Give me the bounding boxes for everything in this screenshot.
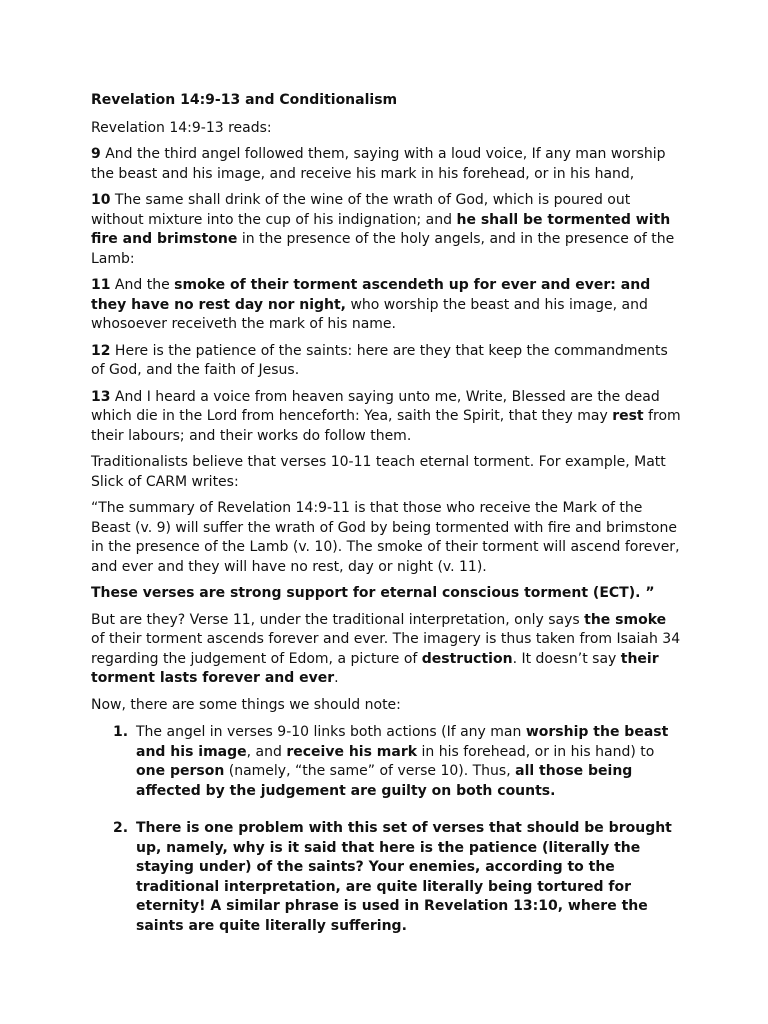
note-marker: 2. <box>113 820 129 836</box>
note-item: 2. There is one problem with this set of verses that should be brought up, namely, why is it said that here is the patience (literally the staying under) of the saints? Your enemies, according to the traditional interpretation, are quite literally being tortured for eternity! A similar phrase is used in Revelation 13:10, where the saints are quite literally suffering. <box>113 820 672 934</box>
verse-text: in the presence of the holy angels, and in the presence of the Lamb: <box>91 231 675 267</box>
verse-list <box>91 145 681 446</box>
verse-text: The same shall drink of the wine of the wrath of God, which is poured out without mixture into the cup of his indignation; and <box>91 192 631 228</box>
rebuttal-paragraph: But are they? Verse 11, under the traditional interpretation, only says the smoke of their torment ascends forever and ever. The imagery is thus taken from Isaiah 34 regarding the judgement of Edom, a picture of destruction. It doesn’t say their torment lasts forever and ever. <box>91 611 681 686</box>
verse-number: 12 <box>91 342 111 359</box>
verse-text: And the third angel followed them, saying with a loud voice, If any man worship the beast and his image, and receive his mark in his forehead, or in his hand, <box>91 146 666 182</box>
verse <box>91 388 681 447</box>
verse-number: 10 <box>91 192 111 208</box>
document-body <box>91 91 681 954</box>
verse <box>91 342 681 381</box>
verse-text: And the <box>110 277 175 293</box>
verse-text: Here is the patience of the saints: here are they that keep the commandments of God, and the faith of Jesus. <box>91 342 668 378</box>
verse <box>91 145 681 184</box>
carm-quote: “The summary of Revelation 14:9-11 is that those who receive the Mark of the Beast (v. 9) will suffer the wrath of God by being tormented with fire and brimstone in the presence of the Lamb (v. 10). The smoke of their torment will ascend forever, and ever and they will have no rest, day or night (v. 11). <box>91 500 680 575</box>
verse <box>91 191 681 269</box>
note-item: 1. The angel in verses 9-10 links both actions (If any man worship the beast and his image, and receive his mark in his forehead, or in his hand) to one person (namely, “the same” of verse 10). Thus, all those being affected by the judgement are guilty on both counts. <box>113 724 669 799</box>
notes-intro: Now, there are some things we should note: <box>91 696 401 713</box>
verse-text: who worship the beast and his image, and whosoever receiveth the mark of his name. <box>91 296 648 332</box>
verse-text-bold: smoke of their torment ascendeth up for ever and ever: and they have no rest day nor night, <box>91 277 651 313</box>
carm-quote-conclusion: These verses are strong support for eternal conscious torment (ECT). ” <box>91 585 655 601</box>
intro-paragraph: Revelation 14:9-13 reads: <box>91 119 272 136</box>
verse-text: from their labours; and their works do follow them. <box>91 408 681 444</box>
note-marker: 1. <box>113 724 129 740</box>
traditionalists-paragraph: Traditionalists believe that verses 10-11 teach eternal torment. For example, Matt Slick of CARM writes: <box>91 454 666 490</box>
verse <box>91 276 681 335</box>
document-title: Revelation 14:9-13 and Conditionalism <box>91 92 398 108</box>
verse-text-bold: rest <box>612 408 644 424</box>
verse-text: And I heard a voice from heaven saying unto me, Write, Blessed are the dead which die in the Lord from henceforth: Yea, saith the Spirit, that they may <box>91 388 660 424</box>
verse-number: 9 <box>91 146 101 162</box>
notes-list <box>91 723 681 936</box>
verse-text-bold: he shall be tormented with fire and brimstone <box>91 211 671 247</box>
verse-number: 13 <box>91 388 111 405</box>
verse-number: 11 <box>91 277 111 293</box>
